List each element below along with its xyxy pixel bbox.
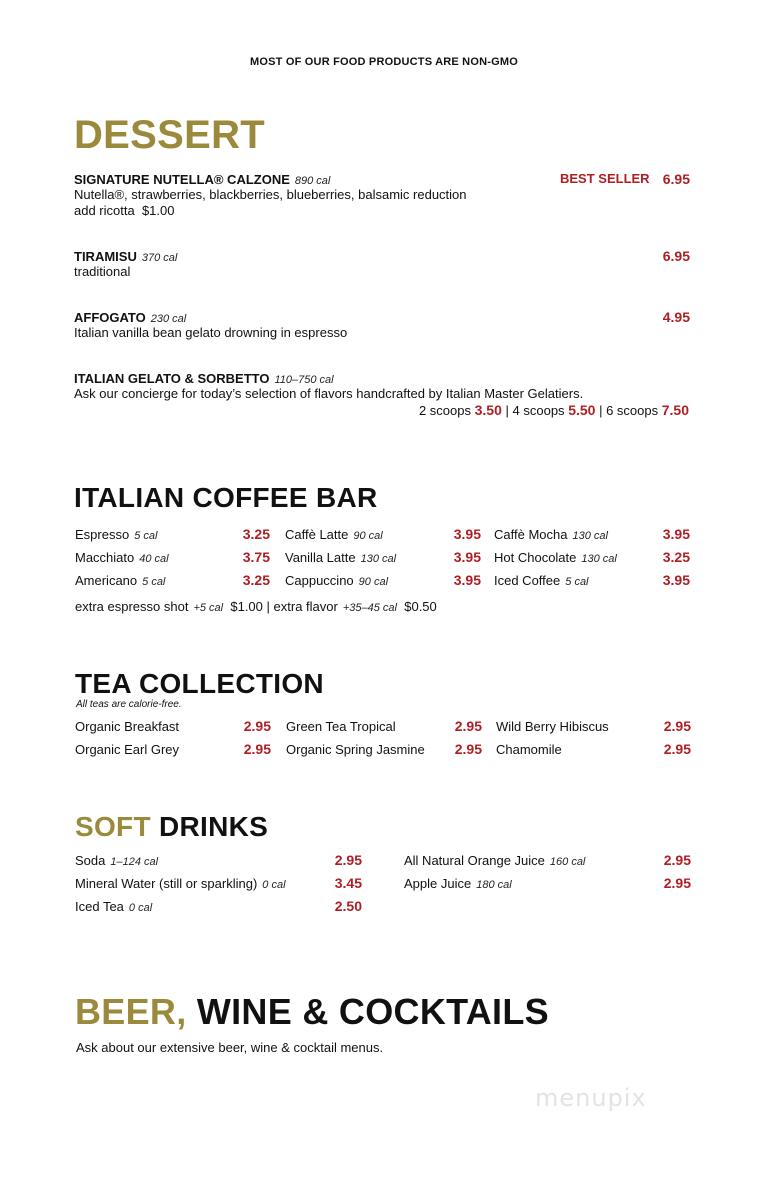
- item-description: Nutella®, strawberries, blackberries, blueberries, balsamic reduction: [74, 187, 467, 202]
- menu-row: [285, 523, 481, 546]
- item-price: 2.95: [454, 741, 482, 757]
- tea-note: All teas are calorie-free.: [76, 699, 182, 710]
- item-price: 3.25: [242, 572, 270, 588]
- menu-row: [75, 872, 362, 895]
- item-calories: 0 cal: [128, 902, 153, 914]
- scoop-label: 2 scoops: [418, 403, 471, 418]
- menupix-watermark: menupix: [535, 1084, 647, 1112]
- addon-label: add ricotta: [74, 203, 135, 218]
- item-name: All Natural Orange Juice: [404, 853, 545, 868]
- tea-column-1: [75, 715, 271, 761]
- menu-row: [285, 546, 481, 569]
- menu-item-affogato: [74, 309, 694, 341]
- item-calories: 180 cal: [476, 879, 512, 891]
- item-calories: 0 cal: [262, 879, 286, 891]
- item-addon: [74, 203, 694, 219]
- coffee-column-3: [494, 523, 690, 592]
- item-price: 3.95: [453, 572, 481, 588]
- menu-row: [496, 715, 691, 738]
- item-name: Vanilla Latte: [285, 550, 356, 565]
- item-name: Cappuccino: [285, 573, 354, 588]
- menu-row: [75, 715, 271, 738]
- soft-drinks-column-1: [75, 849, 362, 918]
- item-name: Espresso: [75, 527, 130, 542]
- item-price: 3.95: [453, 526, 481, 542]
- separator: |: [266, 599, 270, 614]
- item-name: Organic Breakfast: [75, 719, 180, 734]
- item-price: 2.95: [243, 741, 271, 757]
- beer-title-main: WINE & COCKTAILS: [196, 991, 549, 1032]
- item-price: 2.95: [663, 741, 691, 757]
- scoop-price: 5.50: [568, 402, 596, 418]
- item-calories: 160 cal: [549, 856, 586, 868]
- item-name: Organic Earl Grey: [75, 742, 180, 757]
- item-name: Americano: [75, 573, 138, 588]
- menu-row: [75, 738, 271, 761]
- separator: |: [505, 403, 509, 418]
- item-calories: 5 cal: [142, 576, 166, 588]
- soft-drinks-title-accent: SOFT: [75, 811, 151, 842]
- item-price: 2.50: [334, 898, 362, 914]
- menu-row: [75, 895, 362, 918]
- scoop-label: 6 scoops: [606, 403, 659, 418]
- item-calories: 890 cal: [294, 175, 331, 187]
- item-calories: 230 cal: [150, 313, 187, 325]
- item-price: 3.25: [242, 526, 270, 542]
- item-calories: 90 cal: [353, 530, 383, 542]
- separator: |: [599, 403, 603, 418]
- scoop-price: 7.50: [661, 402, 689, 418]
- tea-column-3: [496, 715, 691, 761]
- item-name: Mineral Water (still or sparkling): [75, 876, 258, 891]
- menu-row: [496, 738, 691, 761]
- soft-drinks-column-2: [404, 849, 691, 895]
- item-price: 6.95: [662, 248, 690, 264]
- menu-item-tiramisu: [74, 248, 694, 280]
- scoop-label: 4 scoops: [512, 403, 565, 418]
- item-description: Italian vanilla bean gelato drowning in espresso: [74, 325, 348, 340]
- menu-row: [285, 569, 481, 592]
- extra-shot-price: $1.00: [230, 599, 263, 614]
- menu-row: [286, 715, 482, 738]
- item-calories: 1–124 cal: [110, 856, 159, 868]
- item-price: 4.95: [662, 309, 690, 325]
- item-name: Chamomile: [496, 742, 562, 757]
- item-calories: 5 cal: [565, 576, 589, 588]
- item-name: TIRAMISU: [74, 249, 137, 264]
- best-seller-badge: BEST SELLER: [560, 171, 650, 186]
- item-calories: 40 cal: [139, 553, 169, 565]
- item-description: traditional: [74, 264, 131, 279]
- tea-column-2: [286, 715, 482, 761]
- item-price: 2.95: [454, 718, 482, 734]
- scoop-price: 3.50: [474, 402, 502, 418]
- item-name: Apple Juice: [404, 876, 472, 891]
- coffee-extras: [75, 599, 437, 614]
- menu-row: [286, 738, 482, 761]
- item-description: Ask our concierge for today’s selection of flavors handcrafted by Italian Master Gelatiers.: [74, 386, 584, 401]
- item-name: Iced Tea: [75, 899, 124, 914]
- beer-wine-cocktails-title: [75, 991, 549, 1032]
- item-price: 3.45: [334, 875, 362, 891]
- extra-flavor-calories: +35–45 cal: [342, 602, 397, 614]
- item-name: Macchiato: [75, 550, 135, 565]
- beer-title-accent: BEER,: [75, 991, 187, 1032]
- item-name: Green Tea Tropical: [286, 719, 396, 734]
- item-calories: 130 cal: [581, 553, 617, 565]
- item-calories: 130 cal: [360, 553, 397, 565]
- item-calories: 370 cal: [141, 252, 178, 264]
- addon-price: $1.00: [141, 203, 175, 218]
- coffee-column-1: [75, 523, 270, 592]
- beer-description: Ask about our extensive beer, wine & cocktail menus.: [76, 1040, 384, 1055]
- item-price: 2.95: [663, 875, 691, 891]
- item-calories: 5 cal: [134, 530, 158, 542]
- item-name: Soda: [75, 853, 106, 868]
- coffee-column-2: [285, 523, 481, 592]
- item-calories: 110–750 cal: [274, 374, 334, 386]
- menu-row: [75, 523, 270, 546]
- tea-collection-title: TEA COLLECTION: [75, 668, 324, 699]
- item-name: AFFOGATO: [74, 310, 146, 325]
- menu-row: [494, 523, 690, 546]
- extra-flavor-price: $0.50: [404, 599, 437, 614]
- item-name: Wild Berry Hibiscus: [496, 719, 609, 734]
- item-price: 3.95: [662, 526, 690, 542]
- item-calories: 130 cal: [572, 530, 608, 542]
- menu-row: [494, 546, 690, 569]
- item-name: Hot Chocolate: [494, 550, 577, 565]
- soft-drinks-title: [75, 813, 268, 841]
- scoop-prices: [74, 402, 694, 419]
- menu-item-nutella-calzone: [74, 171, 694, 219]
- extra-flavor-label: extra flavor: [273, 599, 338, 614]
- menu-row: [75, 569, 270, 592]
- item-price: 2.95: [334, 852, 362, 868]
- item-price: 2.95: [663, 718, 691, 734]
- soft-drinks-title-main: DRINKS: [158, 811, 269, 842]
- extra-shot-calories: +5 cal: [193, 602, 224, 614]
- menu-row: [494, 569, 690, 592]
- item-price: 3.95: [453, 549, 481, 565]
- item-name: SIGNATURE NUTELLA® CALZONE: [74, 172, 290, 187]
- menu-row: [404, 872, 691, 895]
- menu-row: [75, 849, 362, 872]
- menu-item-gelato: [74, 370, 694, 419]
- item-price: 2.95: [663, 852, 691, 868]
- item-name: Caffè Mocha: [494, 527, 568, 542]
- item-name: Organic Spring Jasmine: [286, 742, 425, 757]
- coffee-bar-title: ITALIAN COFFEE BAR: [74, 482, 378, 513]
- item-price: 3.95: [662, 572, 690, 588]
- item-name: Iced Coffee: [494, 573, 561, 588]
- item-price: 6.95: [662, 171, 690, 187]
- item-price: 3.25: [662, 549, 690, 565]
- item-name: Caffè Latte: [285, 527, 349, 542]
- item-calories: 90 cal: [358, 576, 389, 588]
- item-name: ITALIAN GELATO & SORBETTO: [74, 371, 270, 386]
- non-gmo-notice: MOST OF OUR FOOD PRODUCTS ARE NON-GMO: [250, 56, 518, 68]
- item-price: 2.95: [243, 718, 271, 734]
- dessert-title: DESSERT: [74, 113, 266, 157]
- item-price: 3.75: [242, 549, 270, 565]
- menu-row: [75, 546, 270, 569]
- extra-shot-label: extra espresso shot: [75, 599, 189, 614]
- menu-row: [404, 849, 691, 872]
